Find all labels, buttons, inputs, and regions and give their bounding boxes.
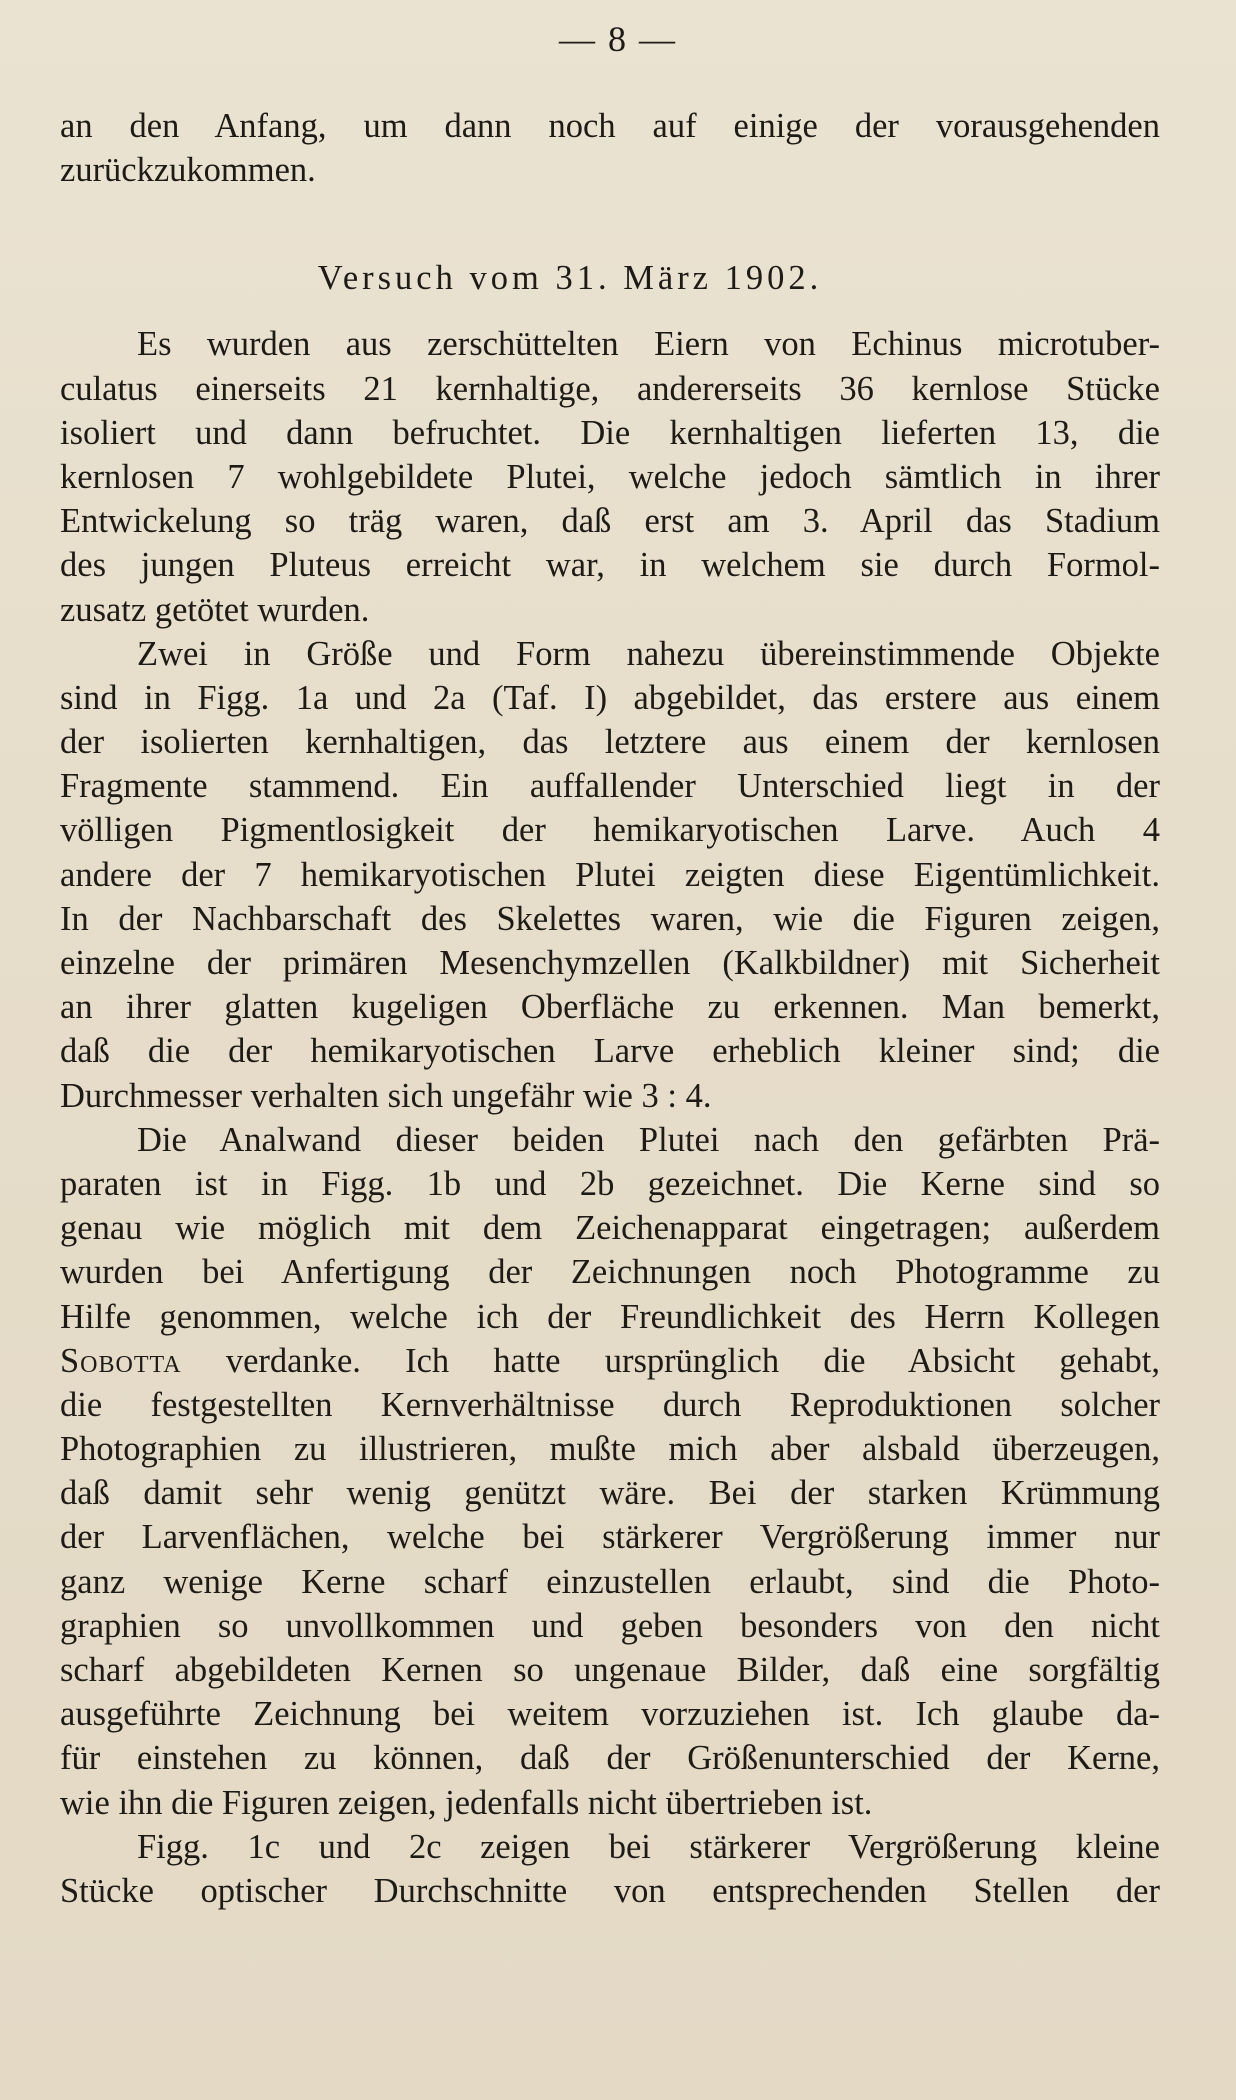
text-line: andere der 7 hemikaryotischen Plutei zeigten diese Eigentümlichkeit. xyxy=(60,855,1160,894)
text-line: wurden bei Anfertigung der Zeichnungen noch Photogramme zu xyxy=(60,1253,1160,1292)
text-line: zurückzukommen. xyxy=(60,151,316,190)
text-line: genau wie möglich mit dem Zeichenapparat eingetragen; außerdem xyxy=(60,1209,1160,1248)
text-line: Hilfe genommen, welche ich der Freundlichkeit des Herrn Kollegen xyxy=(60,1297,1160,1336)
text-line: an den Anfang, um dann noch auf einige der vorausgehenden xyxy=(60,107,1160,145)
page-number: — 8 — xyxy=(559,19,677,59)
text-line: zusatz getötet wurden. xyxy=(60,590,370,629)
text-line: Photographien zu illustrieren, mußte mich aber alsbald überzeugen, xyxy=(60,1430,1160,1469)
text-line: Durchmesser verhalten sich ungefähr wie 3 : 4. xyxy=(60,1076,712,1115)
text-line: daß damit sehr wenig genützt wäre. Bei der starken Krümmung xyxy=(60,1474,1160,1513)
text-line: Zwei in Größe und Form nahezu übereinstimmende Objekte xyxy=(137,634,1160,673)
text-line: einzelne der primären Mesenchymzellen (Kalkbildner) mit Sicherheit xyxy=(60,944,1160,982)
text-line: der isolierten kernhaltigen, das letztere aus einem der kernlosen xyxy=(60,723,1160,762)
text-line: wie ihn die Figuren zeigen, jedenfalls nicht übertrieben ist. xyxy=(60,1783,873,1822)
text-line-with-name xyxy=(60,1339,1160,1383)
text-line: für einstehen zu können, daß der Größenunterschied der Kerne, xyxy=(60,1739,1160,1778)
text-line: Die Analwand dieser beiden Plutei nach den gefärbten Prä- xyxy=(137,1120,1160,1159)
text-line: ganz wenige Kerne scharf einzustellen erlaubt, sind die Photo- xyxy=(60,1562,1160,1601)
text-line: scharf abgebildeten Kernen so ungenaue Bilder, daß eine sorgfältig xyxy=(60,1651,1160,1689)
text-line: kernlosen 7 wohlgebildete Plutei, welche jedoch sämtlich in ihrer xyxy=(60,457,1160,496)
text-line: paraten ist in Figg. 1b und 2b gezeichnet. Die Kerne sind so xyxy=(60,1164,1160,1203)
section-gap xyxy=(60,192,1160,256)
text-line: In der Nachbarschaft des Skelettes waren, wie die Figuren zeigen, xyxy=(60,899,1160,938)
intro-paragraph xyxy=(60,104,1160,192)
paragraph-2 xyxy=(60,632,1160,1118)
text-line: völligen Pigmentlosigkeit der hemikaryotischen Larve. Auch 4 xyxy=(60,811,1160,850)
text-line: Figg. 1c und 2c zeigen bei stärkerer Vergrößerung kleine xyxy=(137,1827,1160,1866)
section-heading: Versuch vom 31. März 1902. xyxy=(317,259,823,298)
paragraph-4 xyxy=(60,1825,1160,1913)
text-line: Entwickelung so träg waren, daß erst am 3. April das Stadium xyxy=(60,502,1160,541)
text-line: graphien so unvollkommen und geben besonders von den nicht xyxy=(60,1606,1160,1645)
text-line: Stücke optischer Durchschnitte von entsprechenden Stellen der xyxy=(60,1871,1160,1910)
text-line: die festgestellten Kernverhältnisse durch Reproduktionen solcher xyxy=(60,1385,1160,1424)
paragraph-1 xyxy=(60,322,1160,631)
text-line: der Larvenflächen, welche bei stärkerer Vergrößerung immer nur xyxy=(60,1518,1160,1557)
text-line: sind in Figg. 1a und 2a (Taf. I) abgebildet, das erstere aus einem xyxy=(60,678,1160,717)
person-name: Sobotta xyxy=(60,1341,182,1380)
paragraph-3 xyxy=(60,1118,1160,1825)
text-line: an ihrer glatten kugeligen Oberfläche zu erkennen. Man bemerkt, xyxy=(60,988,1160,1027)
text-line: culatus einerseits 21 kernhaltige, andererseits 36 kernlose Stücke xyxy=(60,369,1160,408)
text-line: Es wurden aus zerschüttelten Eiern von Echinus microtuber- xyxy=(137,325,1160,364)
text-line: des jungen Pluteus erreicht war, in welchem sie durch Formol- xyxy=(60,546,1160,585)
text-fragment: verdanke. Ich hatte ursprünglich die Absicht gehabt, xyxy=(181,1341,1160,1380)
text-line: Fragmente stammend. Ein auffallender Unterschied liegt in der xyxy=(60,767,1160,806)
text-line: ausgeführte Zeichnung bei weitem vorzuziehen ist. Ich glaube da- xyxy=(60,1695,1160,1734)
text-line: daß die der hemikaryotischen Larve erheblich kleiner sind; die xyxy=(60,1032,1160,1071)
page-body xyxy=(60,104,1160,1913)
text-line: isoliert und dann befruchtet. Die kernhaltigen lieferten 13, die xyxy=(60,413,1160,452)
